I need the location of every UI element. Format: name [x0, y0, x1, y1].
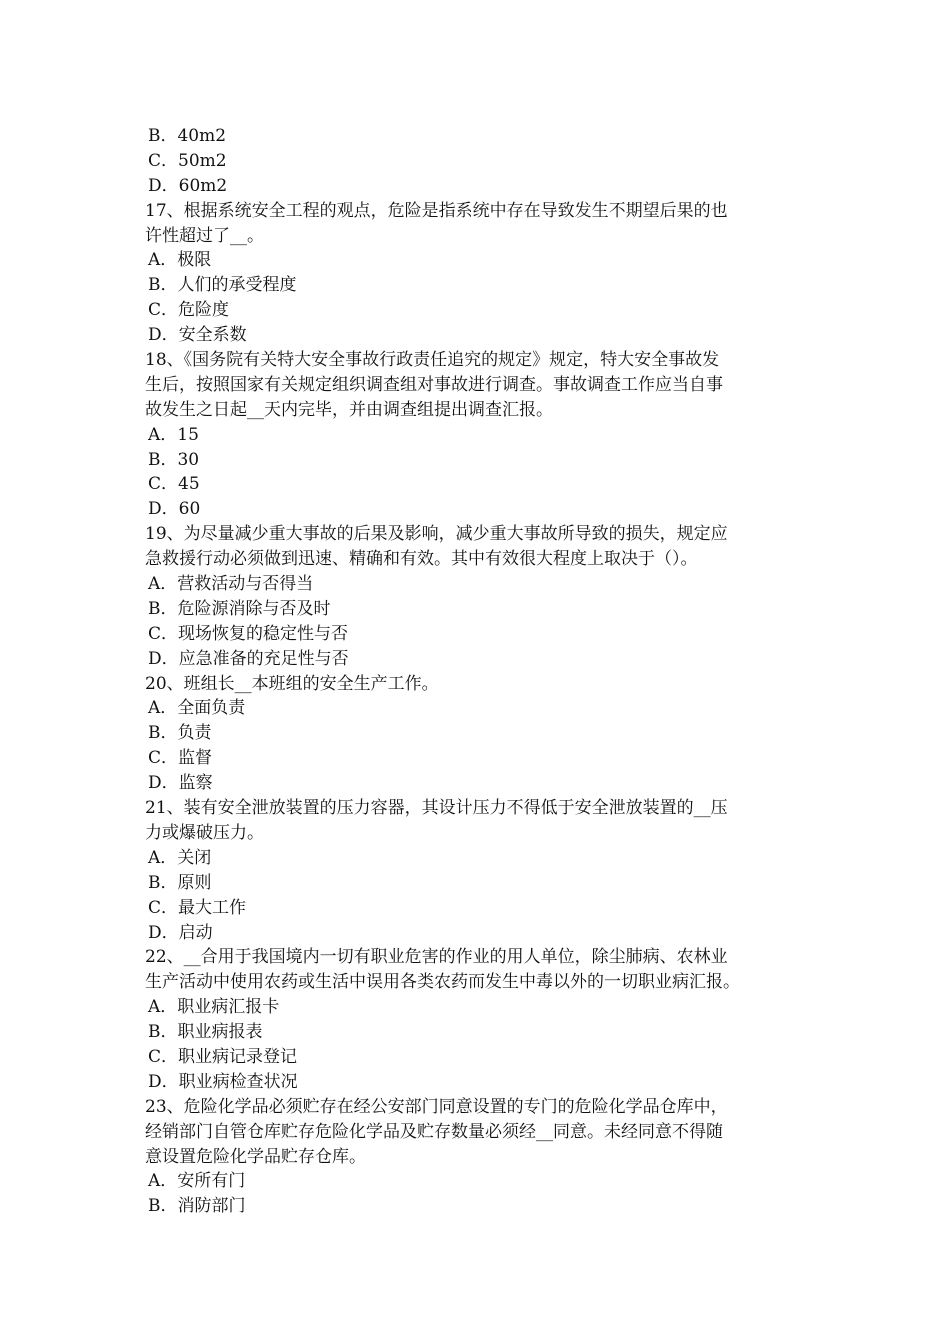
question-text-line: 意设置危险化学品贮存仓库。: [145, 1146, 366, 1167]
answer-option-line: A．15: [148, 424, 199, 445]
answer-option-line: C．最大工作: [148, 897, 247, 918]
question-text-line: 18、《国务院有关特大安全事故行政责任追究的规定》规定，特大安全事故发: [145, 350, 720, 371]
answer-option-line: C．现场恢复的稳定性与否: [148, 623, 349, 644]
question-text-line: 20、班组长__本班组的安全生产工作。: [145, 673, 439, 694]
question-text-line: 17、根据系统安全工程的观点，危险是指系统中存在导致发生不期望后果的也: [145, 200, 728, 221]
answer-option-line: C．危险度: [148, 300, 230, 321]
answer-option-line: B．职业病报表: [148, 1022, 263, 1043]
question-text-line: 力或爆破压力。: [145, 822, 264, 843]
answer-option-line: B．人们的承受程度: [148, 275, 297, 296]
question-text-line: 23、危险化学品必须贮存在经公安部门同意设置的专门的危险化学品仓库中，: [145, 1096, 728, 1117]
answer-option-line: D．应急准备的充足性与否: [148, 648, 349, 669]
answer-option-line: A．营救活动与否得当: [148, 574, 314, 595]
answer-option-line: C．50m2: [148, 150, 227, 171]
answer-option-line: C．监督: [148, 748, 213, 769]
answer-option-line: A．全面负责: [148, 698, 246, 719]
answer-option-line: B．30: [148, 449, 200, 470]
answer-option-line: A．关闭: [148, 847, 212, 868]
answer-option-line: C．45: [148, 474, 200, 495]
answer-option-line: D．60m2: [148, 175, 228, 196]
question-text-line: 故发生之日起__天内完毕，并由调查组提出调查汇报。: [145, 399, 553, 420]
question-text-line: 经销部门自管仓库贮存危险化学品及贮存数量必须经__同意。未经同意不得随: [145, 1121, 723, 1142]
answer-option-line: B．40m2: [148, 126, 227, 146]
question-text-line: 生后，按照国家有关规定组织调查组对事故进行调查。事故调查工作应当自事: [145, 374, 723, 395]
question-text-line: 21、装有安全泄放装置的压力容器，其设计压力不得低于安全泄放装置的__压: [145, 798, 728, 819]
answer-option-line: A．极限: [148, 250, 212, 271]
question-text-line: 许性超过了__。: [145, 225, 264, 246]
answer-option-line: A．职业病汇报卡: [148, 997, 280, 1018]
answer-option-line: A．安所有门: [148, 1171, 246, 1192]
answer-option-line: D．启动: [148, 922, 213, 943]
answer-option-line: B．危险源消除与否及时: [148, 598, 331, 619]
question-text-line: 19、为尽量减少重大事故的后果及影响，减少重大事故所导致的损失，规定应: [145, 524, 728, 545]
question-list: [145, 124, 810, 1219]
answer-option-line: D．监察: [148, 773, 213, 794]
answer-option-line: D．安全系数: [148, 325, 247, 346]
question-text-line: 生产活动中使用农药或生活中误用各类农药而发生中毒以外的一切职业病汇报。: [145, 972, 740, 993]
answer-option-line: C．职业病记录登记: [148, 1046, 298, 1067]
answer-option-line: D．60: [148, 499, 201, 520]
answer-option-line: D．职业病检查状况: [148, 1071, 298, 1092]
answer-option-line: B．负责: [148, 723, 212, 744]
question-text-line: 急救援行动必须做到迅速、精确和有效。其中有效很大程度上取决于（）。: [145, 549, 698, 570]
question-text-line: 22、__合用于我国境内一切有职业危害的作业的用人单位，除尘肺病、农林业: [145, 947, 728, 968]
answer-option-line: B．消防部门: [148, 1196, 246, 1217]
answer-option-line: B．原则: [148, 872, 212, 893]
